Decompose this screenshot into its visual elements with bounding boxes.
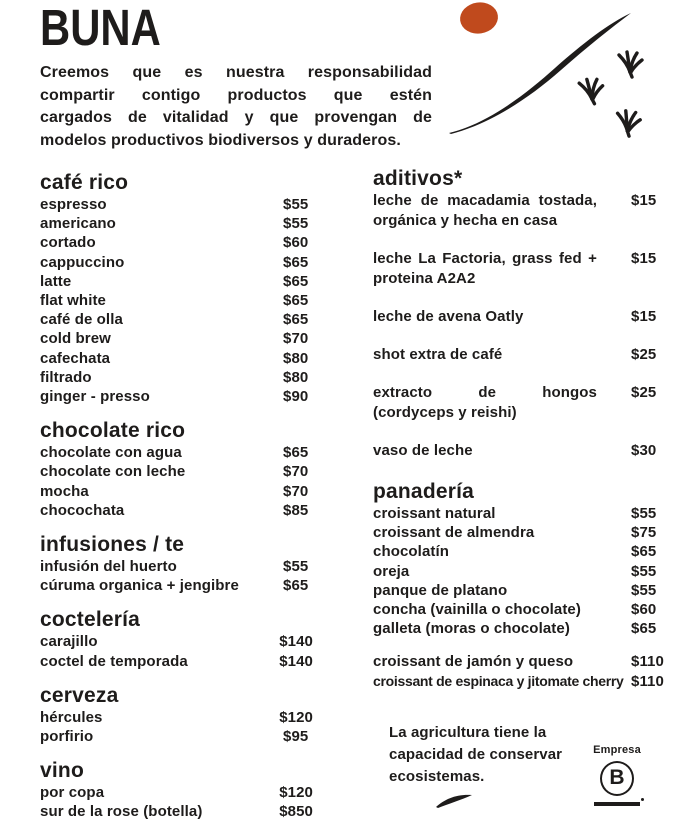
menu-item-row xyxy=(40,310,313,329)
item-price: $95 xyxy=(283,728,309,746)
item-price: $110 xyxy=(631,653,664,671)
decor-illustration xyxy=(439,0,689,160)
section-title: cerveza xyxy=(40,683,119,707)
item-name: chocolatín xyxy=(373,543,450,561)
section-title: vino xyxy=(40,759,84,783)
item-price: $25 xyxy=(631,384,657,401)
menu-item-row xyxy=(373,504,665,523)
menu-item-row xyxy=(40,462,313,481)
intro-line: modelos productivos biodiversos y duraderos. xyxy=(40,131,401,149)
section-title: panadería xyxy=(373,480,475,503)
b-corp-badge xyxy=(588,744,646,806)
footer-message-line: ecosistemas. xyxy=(389,768,485,785)
sun-icon xyxy=(458,0,500,36)
sprout-icon xyxy=(579,78,604,105)
item-name: croissant natural xyxy=(373,505,496,522)
menu-item-row xyxy=(373,562,665,581)
item-price: $65 xyxy=(283,577,309,595)
menu-item-row xyxy=(40,576,313,595)
item-name: cafechata xyxy=(40,349,111,367)
section-title: coctelería xyxy=(40,608,141,632)
menu-item-row xyxy=(373,441,665,461)
item-price: $850 xyxy=(279,803,313,821)
menu-item-row xyxy=(40,727,313,746)
item-name: chocochata xyxy=(40,501,125,519)
item-price: $110 xyxy=(631,672,664,690)
item-price: $65 xyxy=(283,253,309,271)
item-name: ginger - presso xyxy=(40,388,150,406)
item-price: $55 xyxy=(283,558,309,576)
item-price: $80 xyxy=(283,349,309,367)
menu-item-row xyxy=(40,501,313,520)
b-corp-circle-icon xyxy=(600,761,634,796)
menu-item-row xyxy=(40,387,313,406)
registered-dot xyxy=(641,798,644,801)
menu-item-row xyxy=(373,581,665,600)
item-price: $15 xyxy=(631,308,657,325)
page-header xyxy=(40,0,432,152)
brand-logo: BUNA xyxy=(40,0,161,56)
item-name: croissant de almendra xyxy=(373,524,535,542)
item-name: cortado xyxy=(40,234,96,252)
menu-item-row xyxy=(40,368,313,387)
menu-item-row xyxy=(40,632,313,651)
menu-section xyxy=(40,758,313,821)
sprout-icon xyxy=(619,52,642,77)
item-price: $120 xyxy=(279,708,313,726)
footer-message-line: capacidad de conservar xyxy=(389,746,563,763)
menu-item-row xyxy=(40,272,313,291)
item-name: carajillo xyxy=(40,633,98,651)
menu-left-column xyxy=(40,170,313,822)
footer-message xyxy=(389,722,562,788)
item-price: $70 xyxy=(283,463,309,481)
menu-item-row xyxy=(40,195,313,214)
item-price: $65 xyxy=(631,620,657,638)
item-name: coctel de temporada xyxy=(40,652,188,670)
item-price: $65 xyxy=(283,311,309,329)
item-name: sur de la rose (botella) xyxy=(40,803,203,821)
item-price: $60 xyxy=(283,234,309,252)
item-name: flat white xyxy=(40,292,107,310)
item-price: $70 xyxy=(283,482,309,500)
menu-item-row xyxy=(40,291,313,310)
intro-line: compartir contigo productos que estén xyxy=(40,86,432,104)
menu-item-row xyxy=(40,557,313,576)
item-name: filtrado xyxy=(40,368,92,386)
item-name: croissant de espinaca y jitomate cherry xyxy=(373,672,624,689)
intro-line: Creemos que es nuestra responsabilidad xyxy=(40,64,432,81)
item-price: $140 xyxy=(279,633,313,651)
item-name: porfirio xyxy=(40,728,94,746)
item-name: oreja xyxy=(373,562,410,580)
section-title: chocolate rico xyxy=(40,419,186,443)
item-price: $55 xyxy=(283,196,309,213)
item-price: $15 xyxy=(631,192,657,209)
section-title: infusiones / te xyxy=(40,533,185,557)
item-name: café de olla xyxy=(40,311,123,329)
menu-item-row xyxy=(40,482,313,501)
item-name: infusión del huerto xyxy=(40,558,177,576)
item-price: $15 xyxy=(631,250,657,267)
menu-right-column xyxy=(373,166,665,691)
menu-item-row xyxy=(40,253,313,272)
menu-section xyxy=(40,683,313,746)
item-price: $65 xyxy=(283,272,309,290)
item-name: cold brew xyxy=(40,330,111,348)
item-name: hércules xyxy=(40,708,103,726)
b-corp-bar xyxy=(594,802,640,806)
item-price: $70 xyxy=(283,330,309,348)
item-price: $65 xyxy=(283,444,309,462)
menu-item-row xyxy=(373,191,665,231)
item-price: $85 xyxy=(283,501,309,519)
item-price: $65 xyxy=(283,292,309,310)
item-price: $65 xyxy=(631,543,657,561)
leaf-icon xyxy=(436,792,476,808)
menu-item-row xyxy=(373,523,665,542)
menu-item-row xyxy=(40,652,313,671)
item-name: shot extra de café xyxy=(373,346,503,363)
item-name: extracto de hongos (cordyceps y reishi) xyxy=(373,384,597,421)
menu-item-row xyxy=(40,214,313,233)
menu-item-row xyxy=(373,249,665,289)
item-price: $55 xyxy=(283,215,309,233)
item-name: panque de platano xyxy=(373,581,508,599)
menu-item-row xyxy=(373,600,665,619)
menu-item-row xyxy=(40,349,313,368)
item-name: croissant de jamón y queso xyxy=(373,653,574,671)
item-name: leche de avena Oatly xyxy=(373,308,524,325)
item-price: $80 xyxy=(283,368,309,386)
item-name: chocolate con leche xyxy=(40,463,186,481)
item-price: $55 xyxy=(631,505,657,522)
item-name: mocha xyxy=(40,482,89,500)
item-name: por copa xyxy=(40,784,105,802)
item-name: leche de macadamia tostada, orgánica y hecha en casa xyxy=(373,192,597,229)
b-corp-label: Empresa xyxy=(593,744,641,756)
menu-section xyxy=(40,170,313,406)
section-title: café rico xyxy=(40,171,129,194)
menu-section xyxy=(373,479,665,691)
item-price: $55 xyxy=(631,581,657,599)
menu-item-row xyxy=(40,708,313,727)
item-price: $120 xyxy=(279,784,313,802)
menu-item-row xyxy=(40,443,313,462)
item-name: chocolate con agua xyxy=(40,444,182,462)
item-price: $30 xyxy=(631,442,657,459)
item-price: $140 xyxy=(279,652,313,670)
menu-item-row xyxy=(373,307,665,327)
menu-item-row xyxy=(373,619,665,638)
item-name: latte xyxy=(40,272,72,290)
menu-item-row xyxy=(373,345,665,365)
item-price: $25 xyxy=(631,346,657,363)
menu-item-row xyxy=(373,672,665,691)
item-name: vaso de leche xyxy=(373,442,473,459)
menu-item-row xyxy=(373,383,665,423)
b-corp-letter: B xyxy=(609,766,625,789)
menu-item-row xyxy=(40,329,313,348)
sprout-icon xyxy=(616,110,641,137)
item-name: leche La Factoria, grass fed + proteina A2A2 xyxy=(373,250,597,287)
item-name: concha (vainilla o chocolate) xyxy=(373,601,581,619)
intro-paragraph xyxy=(40,62,432,152)
menu-section xyxy=(40,607,313,670)
menu-item-row xyxy=(373,542,665,561)
footer-message-line: La agricultura tiene la xyxy=(389,724,547,741)
item-name: americano xyxy=(40,215,116,233)
item-name: cappuccino xyxy=(40,253,125,271)
menu-section xyxy=(40,418,313,520)
item-name: espresso xyxy=(40,196,107,213)
item-price: $90 xyxy=(283,388,309,406)
intro-line: cargados de vitalidad y que provengan de xyxy=(40,109,432,126)
menu-section xyxy=(373,166,665,461)
item-price: $60 xyxy=(631,601,657,619)
item-price: $55 xyxy=(631,562,657,580)
section-title: aditivos* xyxy=(373,167,463,190)
item-name: cúruma organica + jengibre xyxy=(40,577,239,595)
menu-item-row xyxy=(40,233,313,252)
item-name: galleta (moras o chocolate) xyxy=(373,620,570,638)
menu-item-row xyxy=(373,652,665,671)
menu-item-row xyxy=(40,783,313,802)
menu-section xyxy=(40,532,313,595)
menu-item-row xyxy=(40,802,313,821)
item-price: $75 xyxy=(631,524,657,542)
